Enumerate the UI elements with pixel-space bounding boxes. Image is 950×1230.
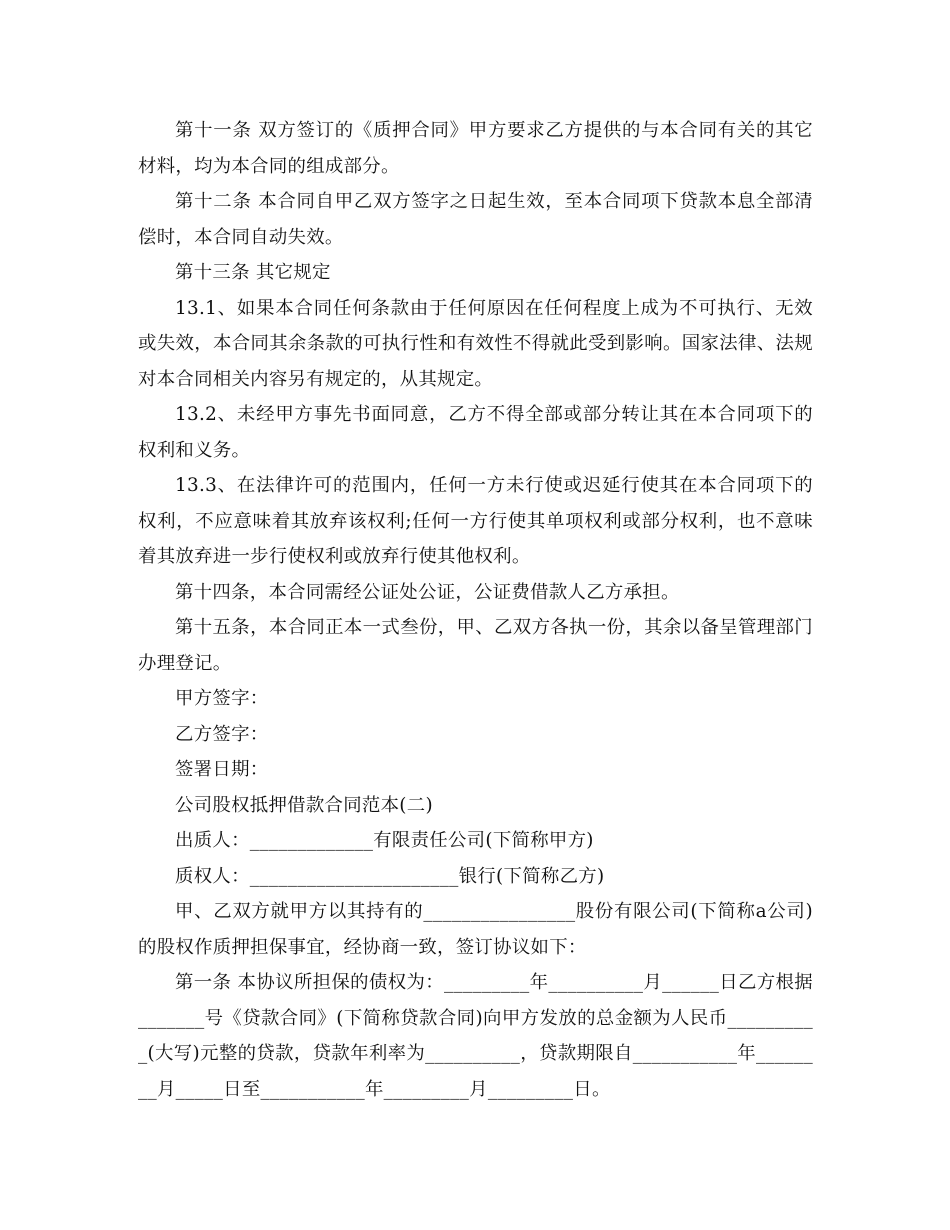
party-a-signature-line: 甲方签字： [175, 688, 269, 709]
clause-13-2-paragraph: 13.2、未经甲方事先书面同意，乙方不得全部或部分转让其在本合同项下的权利和义务。 [138, 404, 813, 461]
signing-date-line: 签署日期： [175, 759, 269, 780]
clause-13-1-paragraph: 13.1、如果本合同任何条款由于任何原因在任何程度上成为不可执行、无效或失效，本合同其余条款的可执行性和有效性不得就此受到影响。国家法律、法规对本合同相关内容另有规定的，从其规定。 [138, 297, 813, 390]
pledgee-line: 质权人：______________________银行(下简称乙方) [175, 865, 605, 887]
template-two-title: 公司股权抵押借款合同范本(二) [175, 794, 433, 816]
pledgor-line: 出质人：_____________有限责任公司(下简称甲方) [175, 830, 594, 851]
party-b-signature-line: 乙方签字： [175, 723, 269, 745]
article-15-paragraph: 第十五条，本合同正本一式叁份，甲、乙双方各执一份，其余以备呈管理部门办理登记。 [138, 617, 813, 674]
article-14-paragraph: 第十四条，本合同需经公证处公证，公证费借款人乙方承担。 [175, 581, 680, 603]
article-13-heading: 第十三条 其它规定 [175, 262, 331, 283]
article-1-paragraph: 第一条 本协议所担保的债权为：_________年__________月______日乙方根据_______号《贷款合同》(下简称贷款合同)向甲方发放的总金额为人民币__________(大写)元整的贷款，贷款年利率为__________，贷款期限自___________年________月_____日至___________年_________月_________日。 [138, 972, 813, 1100]
article-12-paragraph: 第十二条 本合同自甲乙双方签字之日起生效，至本合同项下贷款本息全部清偿时，本合同自动失效。 [138, 191, 813, 248]
agreement-intro-paragraph: 甲、乙双方就甲方以其持有的________________股份有限公司(下简称a公司)的股权作质押担保事宜，经协商一致，签订协议如下： [138, 901, 813, 958]
article-11-paragraph: 第十一条 双方签订的《质押合同》甲方要求乙方提供的与本合同有关的其它材料，均为本合同的组成部分。 [138, 120, 813, 177]
document-page [138, 113, 813, 1107]
clause-13-3-paragraph: 13.3、在法律许可的范围内，任何一方未行使或迟延行使其在本合同项下的权利，不应意味着其放弃该权利;任何一方行使其单项权利或部分权利，也不意味着其放弃进一步行使权利或放弃行使其他权利。 [138, 475, 813, 567]
